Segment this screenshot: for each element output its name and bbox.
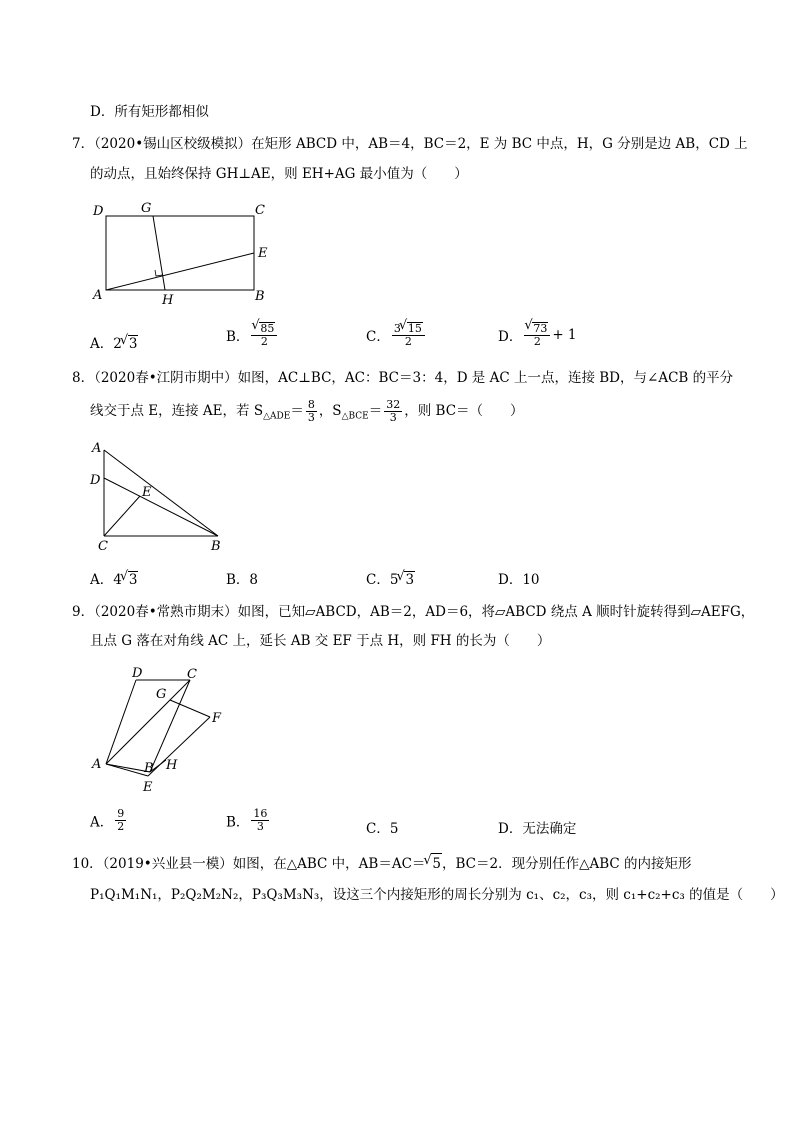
q7-option-a: A．2√ 3: [90, 332, 138, 352]
q9-label-H: H: [166, 758, 178, 773]
q8-stem-line2: 线交于点 E，连接 AE，若 $S_{\triangle ADE}=$ $\frac{8}{3}$ ，$S_{\triangle BCE}=$ $\frac{32}{3}$ ，则 BC＝（ ）: [90, 398, 524, 424]
q8-label-C: C: [98, 539, 108, 554]
q9-label-B: B: [144, 761, 154, 776]
q7-label-C: C: [255, 203, 265, 218]
q8-figure: [86, 438, 236, 556]
q9-stem-line2: 且点 G 落在对角线 AC 上，延长 AB 交 EF 于点 H，则 FH 的长为（ ）: [90, 633, 551, 649]
q9-option-c: C．5: [366, 821, 399, 837]
q9-option-a: A． $\frac{9}{2}$: [90, 807, 125, 833]
q7-label-E: E: [258, 246, 268, 261]
q8-option-c: C．5√ 3: [366, 568, 415, 588]
q7-label-G: G: [141, 201, 152, 216]
q9-label-A: A: [92, 757, 102, 772]
q10-stem-line2: P₁Q₁M₁N₁，P₂Q₂M₂N₂，P₃Q₃M₃N₃，设这三个内接矩形的周长分别为 c₁、c₂，c₃，则 c₁+c₂+c₃ 的值是（ ）: [90, 887, 784, 903]
q8-option-d: D．10: [498, 572, 540, 588]
q7-stem-line1: 7．（2020•锡山区校级模拟）在矩形 ABCD 中，AB＝4，BC＝2，E 为 BC 中点，H，G 分别是边 AB，CD 上: [72, 136, 748, 152]
q7-stem-line2: 的动点，且始终保持 GH⊥AE，则 EH+AG 最小值为（ ）: [90, 166, 468, 182]
q7-option-b: B． √ $\frac{85}{2}$: [226, 322, 279, 348]
q7-label-B: B: [255, 289, 265, 304]
q9-option-b: B． $\frac{16}{3}$: [226, 807, 268, 833]
q7-option-c: C． $\frac{3√ 15}{2}$: [366, 322, 427, 348]
q10-stem-line1: 10．（2019•兴业县一模）如图，在△ABC 中，AB＝AC＝√ 5，BC＝2．现分别任作△ABC 的内接矩形: [72, 853, 692, 874]
q8-label-B: B: [211, 539, 221, 554]
q8-label-D: D: [90, 473, 101, 488]
q7-label-A: A: [93, 288, 103, 303]
q7-option-d: D． √ $\frac{73}{2}$ + 1: [498, 322, 577, 348]
q6-option-d: D．所有矩形都相似: [90, 104, 209, 120]
q8-label-A: A: [92, 441, 102, 456]
q7-figure: [88, 198, 278, 310]
q8-label-E: E: [142, 485, 152, 500]
q7-label-H: H: [162, 293, 174, 308]
q9-option-d: D．无法确定: [498, 821, 577, 837]
q9-label-C: C: [187, 667, 197, 682]
q9-label-E: E: [143, 780, 153, 795]
q9-figure: [88, 664, 238, 796]
q8-stem-line1: 8．（2020春•江阴市期中）如图，AC⊥BC，AC：BC＝3：4，D 是 AC 上一点，连接 BD，与∠ACB 的平分: [72, 370, 734, 386]
q9-stem-line1: 9．（2020春•常熟市期末）如图，已知▱ABCD，AB＝2，AD＝6，将▱ABCD 绕点 A 顺时针旋转得到▱AEFG，: [72, 604, 755, 620]
q8-option-a: A．4√ 3: [90, 568, 138, 588]
q9-label-F: F: [212, 711, 222, 726]
q9-label-D: D: [132, 666, 143, 681]
q9-label-G: G: [156, 687, 167, 702]
q7-label-D: D: [93, 204, 104, 219]
q8-option-b: B．8: [226, 572, 259, 588]
